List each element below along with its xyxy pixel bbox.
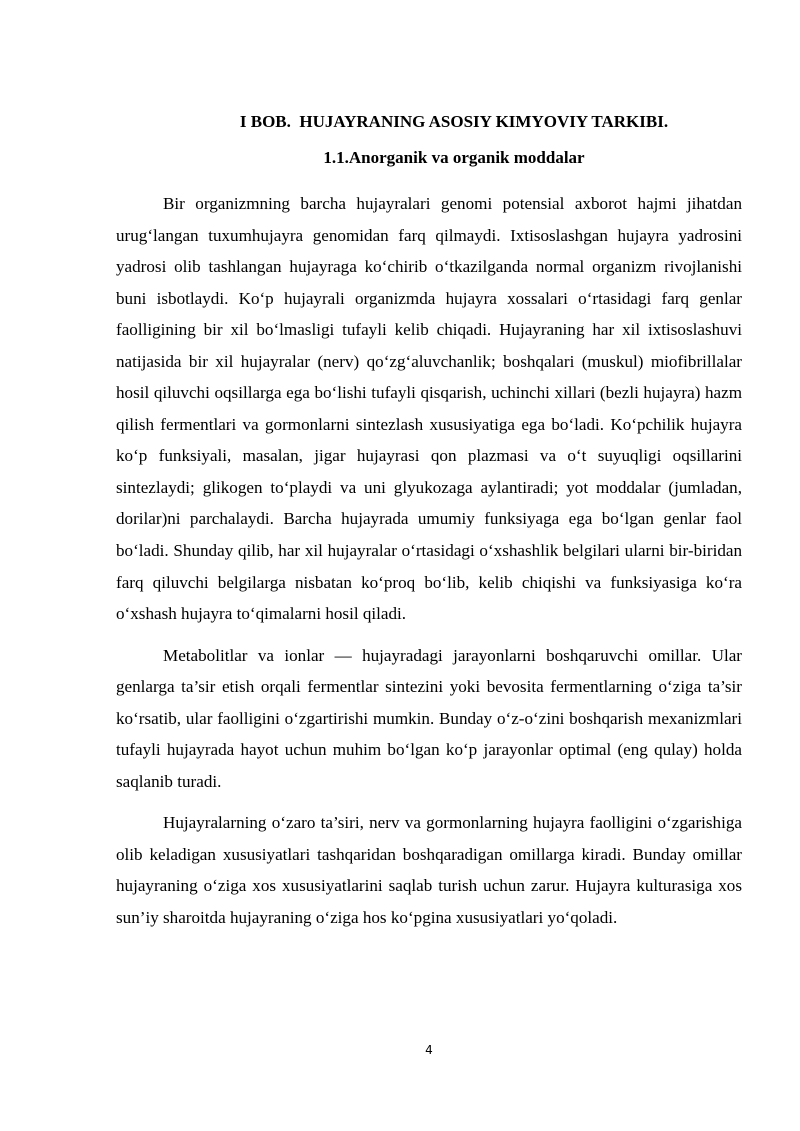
paragraph: Hujayralarning o‘zaro ta’siri, nerv va gormonlarning hujayra faolligini o‘zgarishiga olib keladigan xususiyatlari tashqaridan boshqaradigan omillarga kiradi. Bunday omillar hujayraning o‘ziga xos xususiyatlarini saqlab turish uchun zarur. Hujayra kulturasiga xos sun’iy sharoitda hujayraning o‘ziga hos ko‘pgina xususiyatlari yo‘qoladi. [116, 813, 742, 928]
paragraph: Metabolitlar va ionlar — hujayradagi jarayonlarni boshqaruvchi omillar. Ular genlarga ta’sir etish orqali fermentlar sintezini yoki bevosita fermentlarning o‘ziga ta’sir ko‘rsatib, ular faolligini o‘zgartirishi mumkin. Bunday o‘z-o‘zini boshqarish mexanizmlari tufayli hujayrada hayot uchun muhim bo‘lgan ko‘p jarayonlar optimal (eng qulay) holda saqlanib turadi. [116, 645, 742, 791]
body-text [116, 188, 742, 944]
section-title: 1.1.Anorganik va organik moddalar [323, 148, 585, 167]
chapter-title: I BOB. HUJAYRANING ASOSIY KIMYOVIY TARKIBI. [239, 112, 669, 131]
paragraph: Bir organizmning barcha hujayralari genomi potensial axborot hajmi jihatdan urug‘langan tuxumhujayra genomidan farq qilmaydi. Ixtisoslashgan hujayra yadrosini yadrosi olib tashlangan hujayraga ko‘chirib o‘tkazilganda normal organizm rivojlanishi buni isbotlaydi. Ko‘p hujayrali organizmda hujayra xossalari o‘rtasidagi farq genlar faolligining bir xil bo‘lmasligi tufayli kelib chiqadi. Hujayraning har xil ixtisoslashuvi natijasida bir xil hujayralar (nerv) qo‘zg‘aluvchanlik; boshqalari (muskul) miofibrillalar hosil qiluvchi oqsillarga ega bo‘lishi tufayli qisqarish, uchinchi xillari (bezli hujayra) hazm qilish fermentlari va gormonlarni sintezlash xususiyatiga ega bo‘ladi. Ko‘pchilik hujayra ko‘p funksiyali, masalan, jigar hujayrasi qon plazmasi va o‘t suyuqligi oqsillarini sintezlaydi; glikogen to‘playdi va uni glyukozaga aylantiradi; yot moddalar (jumladan, dorilar)ni parchalaydi. Barcha hujayrada umumiy funksiyaga ega bo‘lgan genlar faol bo‘ladi. Shunday qilib, har xil hujayralar o‘rtasidagi o‘xshashlik belgilari ularni bir-biridan farq qiluvchi belgilarga nisbatan ko‘proq bo‘lib, kelib chiqishi va funksiyasiga ko‘ra o‘xshash hujayra to‘qimalarni hosil qiladi. [116, 194, 742, 624]
page-number: 4 [425, 1043, 433, 1057]
